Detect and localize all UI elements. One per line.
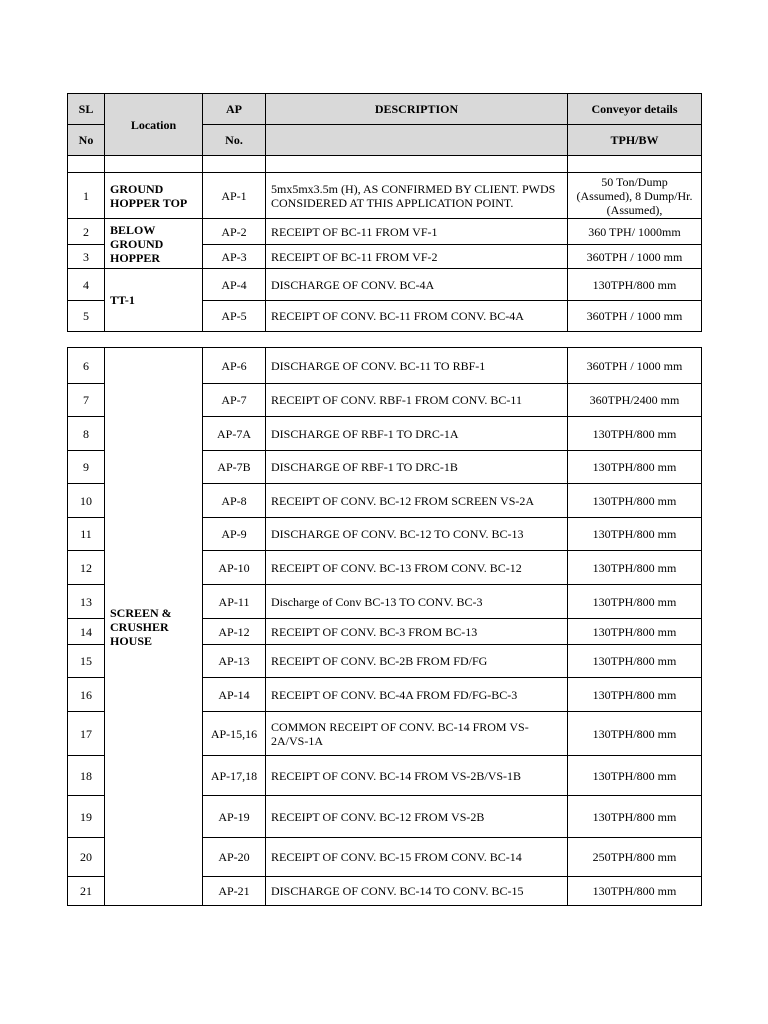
sl-cell: 9 (68, 451, 105, 484)
conveyor-cell: 130TPH/800 mm (568, 451, 702, 484)
no-header: No (68, 125, 105, 156)
sl-cell: 1 (68, 173, 105, 219)
table-row (68, 219, 702, 245)
conveyor-cell: 130TPH/800 mm (568, 551, 702, 585)
conveyor-cell: 250TPH/800 mm (568, 838, 702, 877)
conveyor-cell: 130TPH/800 mm (568, 796, 702, 838)
ap-cell: AP-5 (203, 301, 266, 332)
ap-cell: AP-1 (203, 173, 266, 219)
ap-cell: AP-12 (203, 619, 266, 645)
conveyor-cell: 130TPH/800 mm (568, 269, 702, 301)
description-cell: COMMON RECEIPT OF CONV. BC-14 FROM VS-2A/VS-1A (266, 712, 568, 756)
description-header-blank (266, 125, 568, 156)
sl-cell: 20 (68, 838, 105, 877)
conveyor-cell: 360TPH/2400 mm (568, 384, 702, 417)
table-row (68, 173, 702, 219)
description-cell: 5mx5mx3.5m (H), AS CONFIRMED BY CLIENT. PWDS CONSIDERED AT THIS APPLICATION POINT. (266, 173, 568, 219)
tph-bw-header: TPH/BW (568, 125, 702, 156)
sl-cell: 11 (68, 518, 105, 551)
sl-cell: 21 (68, 877, 105, 906)
description-cell: RECEIPT OF CONV. BC-3 FROM BC-13 (266, 619, 568, 645)
description-cell: DISCHARGE OF CONV. BC-12 TO CONV. BC-13 (266, 518, 568, 551)
conveyor-cell: 360TPH / 1000 mm (568, 301, 702, 332)
description-cell: DISCHARGE OF CONV. BC-14 TO CONV. BC-15 (266, 877, 568, 906)
description-cell: DISCHARGE OF CONV. BC-11 TO RBF-1 (266, 348, 568, 384)
description-cell: RECEIPT OF CONV. BC-14 FROM VS-2B/VS-1B (266, 756, 568, 796)
ap-cell: AP-13 (203, 645, 266, 678)
ap-cell: AP-9 (203, 518, 266, 551)
sl-cell: 5 (68, 301, 105, 332)
ap-cell: AP-20 (203, 838, 266, 877)
description-cell: RECEIPT OF CONV. BC-15 FROM CONV. BC-14 (266, 838, 568, 877)
description-cell: DISCHARGE OF RBF-1 TO DRC-1B (266, 451, 568, 484)
sl-cell: 10 (68, 484, 105, 518)
location-cell: SCREEN & CRUSHER HOUSE (105, 348, 203, 906)
conveyor-header: Conveyor details (568, 94, 702, 125)
blank-row (68, 156, 702, 173)
sl-cell: 14 (68, 619, 105, 645)
conveyor-cell: 130TPH/800 mm (568, 518, 702, 551)
table-row (68, 348, 702, 384)
sl-cell: 3 (68, 245, 105, 269)
sl-cell: 12 (68, 551, 105, 585)
description-cell: DISCHARGE OF RBF-1 TO DRC-1A (266, 417, 568, 451)
description-cell: DISCHARGE OF CONV. BC-4A (266, 269, 568, 301)
table-row (68, 269, 702, 301)
conveyor-cell: 130TPH/800 mm (568, 877, 702, 906)
ap-cell: AP-4 (203, 269, 266, 301)
conveyor-cell: 130TPH/800 mm (568, 678, 702, 712)
location-cell: GROUND HOPPER TOP (105, 173, 203, 219)
conveyor-cell: 360TPH / 1000 mm (568, 245, 702, 269)
conveyor-cell: 130TPH/800 mm (568, 585, 702, 619)
conveyor-cell: 130TPH/800 mm (568, 619, 702, 645)
location-header: Location (105, 94, 203, 156)
description-cell: RECEIPT OF CONV. RBF-1 FROM CONV. BC-11 (266, 384, 568, 417)
ap-cell: AP-3 (203, 245, 266, 269)
description-cell: RECEIPT OF CONV. BC-12 FROM SCREEN VS-2A (266, 484, 568, 518)
sl-header: SL (68, 94, 105, 125)
sl-cell: 18 (68, 756, 105, 796)
ap-cell: AP-2 (203, 219, 266, 245)
conveyor-cell: 360 TPH/ 1000mm (568, 219, 702, 245)
conveyor-cell: 130TPH/800 mm (568, 756, 702, 796)
ap-cell: AP-7B (203, 451, 266, 484)
sl-cell: 19 (68, 796, 105, 838)
sl-cell: 15 (68, 645, 105, 678)
sl-cell: 13 (68, 585, 105, 619)
ap-cell: AP-11 (203, 585, 266, 619)
description-cell: RECEIPT OF CONV. BC-11 FROM CONV. BC-4A (266, 301, 568, 332)
ap-cell: AP-21 (203, 877, 266, 906)
ap-cell: AP-8 (203, 484, 266, 518)
sl-cell: 4 (68, 269, 105, 301)
location-cell: BELOW GROUND HOPPER (105, 219, 203, 269)
description-cell: RECEIPT OF BC-11 FROM VF-2 (266, 245, 568, 269)
location-cell: TT-1 (105, 269, 203, 332)
conveyor-cell: 130TPH/800 mm (568, 417, 702, 451)
ap-cell: AP-19 (203, 796, 266, 838)
conveyor-cell: 130TPH/800 mm (568, 712, 702, 756)
description-cell: RECEIPT OF CONV. BC-13 FROM CONV. BC-12 (266, 551, 568, 585)
description-cell: RECEIPT OF CONV. BC-12 FROM VS-2B (266, 796, 568, 838)
ap-cell: AP-17,18 (203, 756, 266, 796)
ap-cell: AP-10 (203, 551, 266, 585)
description-cell: RECEIPT OF CONV. BC-4A FROM FD/FG-BC-3 (266, 678, 568, 712)
sl-cell: 7 (68, 384, 105, 417)
ap-cell: AP-14 (203, 678, 266, 712)
ap-cell: AP-7A (203, 417, 266, 451)
sl-cell: 2 (68, 219, 105, 245)
ap-cell: AP-6 (203, 348, 266, 384)
sl-cell: 16 (68, 678, 105, 712)
ap-header: AP (203, 94, 266, 125)
description-cell: RECEIPT OF BC-11 FROM VF-1 (266, 219, 568, 245)
ap-cell: AP-7 (203, 384, 266, 417)
conveyor-cell: 360TPH / 1000 mm (568, 348, 702, 384)
sl-cell: 8 (68, 417, 105, 451)
sl-cell: 17 (68, 712, 105, 756)
application-point-table-top (67, 93, 702, 332)
sl-cell: 6 (68, 348, 105, 384)
conveyor-cell: 130TPH/800 mm (568, 645, 702, 678)
ap-cell: AP-15,16 (203, 712, 266, 756)
conveyor-cell: 130TPH/800 mm (568, 484, 702, 518)
application-point-table-bottom (67, 347, 702, 906)
ap-no-header: No. (203, 125, 266, 156)
description-cell: Discharge of Conv BC-13 TO CONV. BC-3 (266, 585, 568, 619)
description-cell: RECEIPT OF CONV. BC-2B FROM FD/FG (266, 645, 568, 678)
description-header: DESCRIPTION (266, 94, 568, 125)
conveyor-cell: 50 Ton/Dump (Assumed), 8 Dump/Hr. (Assumed), (568, 173, 702, 219)
